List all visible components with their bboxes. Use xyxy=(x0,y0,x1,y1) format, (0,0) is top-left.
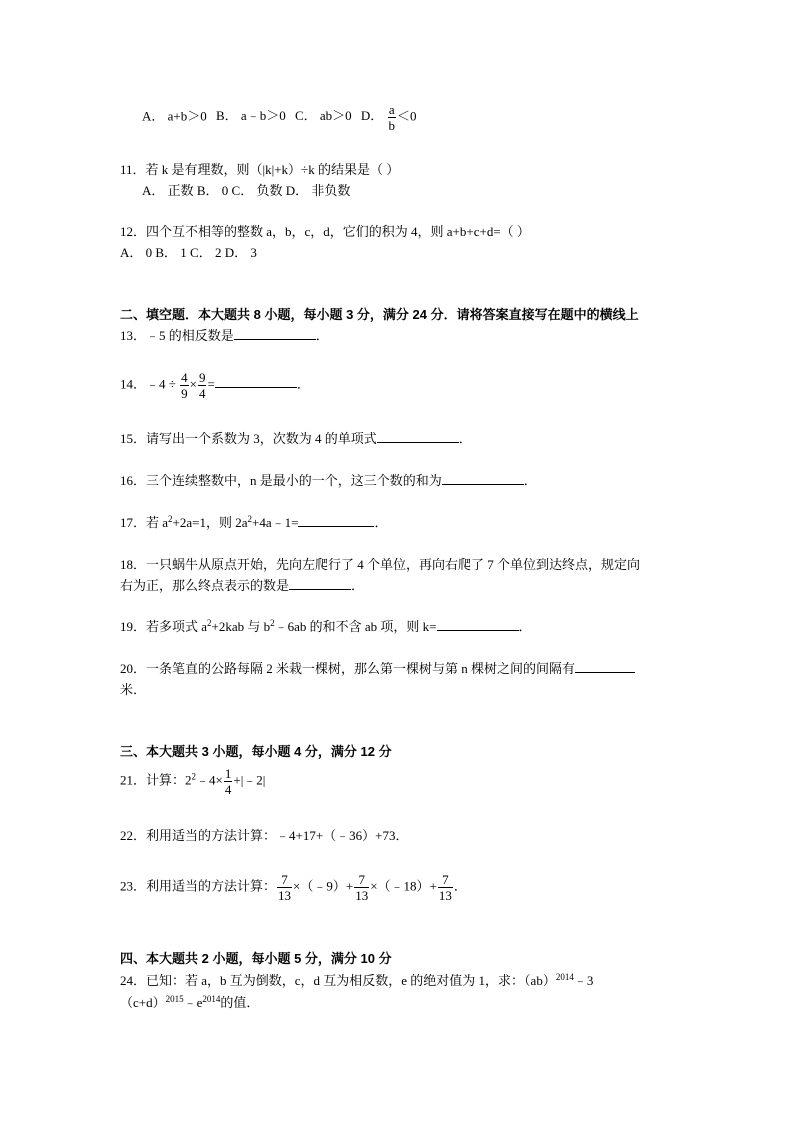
q15-answer-blank xyxy=(377,441,459,443)
q14-fraction-2 xyxy=(198,370,207,401)
q19-p1: 19．若多项式 a xyxy=(120,619,208,634)
q21-exp: 2 xyxy=(191,771,197,782)
section4-heading: 四、本大题共 2 小题，每小题 5 分，满分 10 分 xyxy=(120,951,392,966)
q14-answer-blank xyxy=(215,386,297,388)
fraction-denominator: 4 xyxy=(198,386,206,401)
q17-exp-2: 2 xyxy=(247,514,252,524)
q16-tail: ． xyxy=(523,473,537,488)
q10-option-d-tail: ＜0 xyxy=(397,108,417,124)
q17-p3: +4a﹣1= xyxy=(252,515,299,530)
q23-fraction-2 xyxy=(354,872,369,903)
q16-text: 16．三个连续整数中，n 是最小的一个，这三个数的和为 xyxy=(120,473,442,488)
q19-exp-2: 2 xyxy=(270,618,275,628)
q18-tail: ． xyxy=(351,578,365,593)
fraction-numerator: a xyxy=(388,102,395,117)
fraction-numerator: 9 xyxy=(198,370,206,385)
q23 xyxy=(120,872,467,903)
q24-exp-1: 2014 xyxy=(555,972,574,982)
q19-tail: ． xyxy=(518,619,532,634)
q14 xyxy=(120,370,310,401)
q23-fraction-3 xyxy=(438,872,453,903)
q23-mid-1: ×（﹣9）+ xyxy=(293,878,354,894)
q20-answer-blank xyxy=(575,671,635,673)
q14-pre: 14．﹣4 ÷ xyxy=(120,376,176,392)
fraction-numerator: 4 xyxy=(181,370,188,385)
q11-options: A． 正数 B． 0 C． 负数 D． 非负数 xyxy=(142,183,351,198)
q20-line2: 米． xyxy=(120,682,147,697)
q20-line1 xyxy=(120,661,635,677)
fraction-denominator: b xyxy=(388,118,396,133)
q18-line2-text: 右为正，那么终点表示的数是 xyxy=(120,578,290,593)
q24-exp-3: 2014 xyxy=(202,994,221,1004)
fraction-numerator: 1 xyxy=(224,766,232,781)
q14-times: × xyxy=(189,376,197,392)
fraction-numerator: 7 xyxy=(354,872,369,888)
q15-tail: ． xyxy=(458,431,472,446)
q19-p2: +2kab 与 b xyxy=(211,619,271,634)
q19-exp-1: 2 xyxy=(207,618,212,628)
q10-option-b: B． a﹣b＞0 xyxy=(216,108,286,124)
q24-line1 xyxy=(120,973,593,989)
fraction-denominator: 13 xyxy=(438,888,452,903)
q13-text: 13．﹣5 的相反数是 xyxy=(120,328,234,343)
fraction-denominator: 4 xyxy=(224,782,232,797)
q23-fraction-1 xyxy=(277,872,292,903)
q18-line1: 18．一只蜗牛从原点开始，先向左爬行了 4 个单位，再向右爬了 7 个单位到达终点，规定向 xyxy=(120,557,641,572)
q13 xyxy=(120,328,329,344)
q24-exp-2: 2015 xyxy=(165,994,184,1004)
q17-tail: ． xyxy=(374,515,388,530)
section2-heading: 二、填空题．本大题共 8 小题，每小题 3 分，满分 24 分．请将答案直接写在题中的横线上 xyxy=(120,307,639,322)
q24-line2-b: ﹣e xyxy=(183,995,203,1010)
section3-heading: 三、本大题共 3 小题，每小题 4 分，满分 12 分 xyxy=(120,744,392,759)
q17-answer-blank xyxy=(298,525,374,527)
q16-answer-blank xyxy=(442,483,524,485)
q17-p1: 17．若 a xyxy=(120,515,169,530)
q14-fraction-1 xyxy=(180,370,189,401)
q19-answer-blank xyxy=(437,629,519,631)
q20-line1-text: 20．一条笔直的公路每隔 2 米栽一棵树，那么第一棵树与第 n 棵树之间的间隔有 xyxy=(120,661,576,676)
q21 xyxy=(120,766,265,797)
q24-line2-a: （c+d） xyxy=(120,995,166,1010)
q14-equals: = xyxy=(207,376,215,392)
q13-tail: ． xyxy=(315,328,329,343)
q21-p1: 21．计算：2 xyxy=(120,772,192,788)
fraction-numerator: 7 xyxy=(438,872,453,888)
q12-text: 12．四个互不相等的整数 a，b，c，d，它们的积为 4，则 a+b+c+d=（ ） xyxy=(120,224,530,239)
q10-option-c: C． ab＞0 xyxy=(294,108,352,124)
q21-fraction xyxy=(224,766,233,797)
q22-text: 22．利用适当的方法计算：﹣4+17+（﹣36）+73． xyxy=(120,828,409,843)
q14-tail: ． xyxy=(296,376,310,392)
q11-text: 11．若 k 是有理数，则（|k|+k）÷k 的结果是（ ） xyxy=(120,162,400,177)
fraction-denominator: 13 xyxy=(278,888,292,903)
q15-text: 15．请写出一个系数为 3，次数为 4 的单项式 xyxy=(120,431,377,446)
q21-p2: ﹣4× xyxy=(196,772,223,788)
q12-options: A． 0 B． 1 C． 2 D． 3 xyxy=(120,245,257,260)
q16 xyxy=(120,473,537,489)
q19-p3: ﹣6ab 的和不含 ab 项，则 k= xyxy=(274,619,437,634)
q10-option-d-fraction xyxy=(388,102,397,133)
q24-line2 xyxy=(120,995,259,1011)
q19 xyxy=(120,619,532,635)
q18-answer-blank xyxy=(289,588,351,590)
q13-answer-blank xyxy=(234,338,316,340)
q10-option-a: A． a+b＞0 xyxy=(142,108,207,124)
q23-tail: ． xyxy=(453,878,467,894)
fraction-denominator: 13 xyxy=(355,888,369,903)
q24-line1-text: 24．已知：若 a，b 互为倒数，c，d 互为相反数，e 的绝对值为 1，求：（ab） xyxy=(120,973,556,988)
q23-mid-2: ×（﹣18）+ xyxy=(370,878,437,894)
q24-line2-c: 的值． xyxy=(220,995,260,1010)
q15 xyxy=(120,431,472,447)
q17-exp-1: 2 xyxy=(168,514,173,524)
q10-option-d-label: D． xyxy=(360,108,384,124)
fraction-denominator: 9 xyxy=(181,386,188,401)
q23-pre: 23．利用适当的方法计算： xyxy=(120,878,277,894)
q10-options xyxy=(142,102,417,133)
q24-line1-tail: ﹣3 xyxy=(573,973,594,988)
q21-p3: +|﹣2| xyxy=(233,772,266,788)
fraction-numerator: 7 xyxy=(277,872,292,888)
q17 xyxy=(120,515,387,531)
q18-line2 xyxy=(120,578,364,594)
q17-p2: +2a=1，则 2a xyxy=(172,515,248,530)
